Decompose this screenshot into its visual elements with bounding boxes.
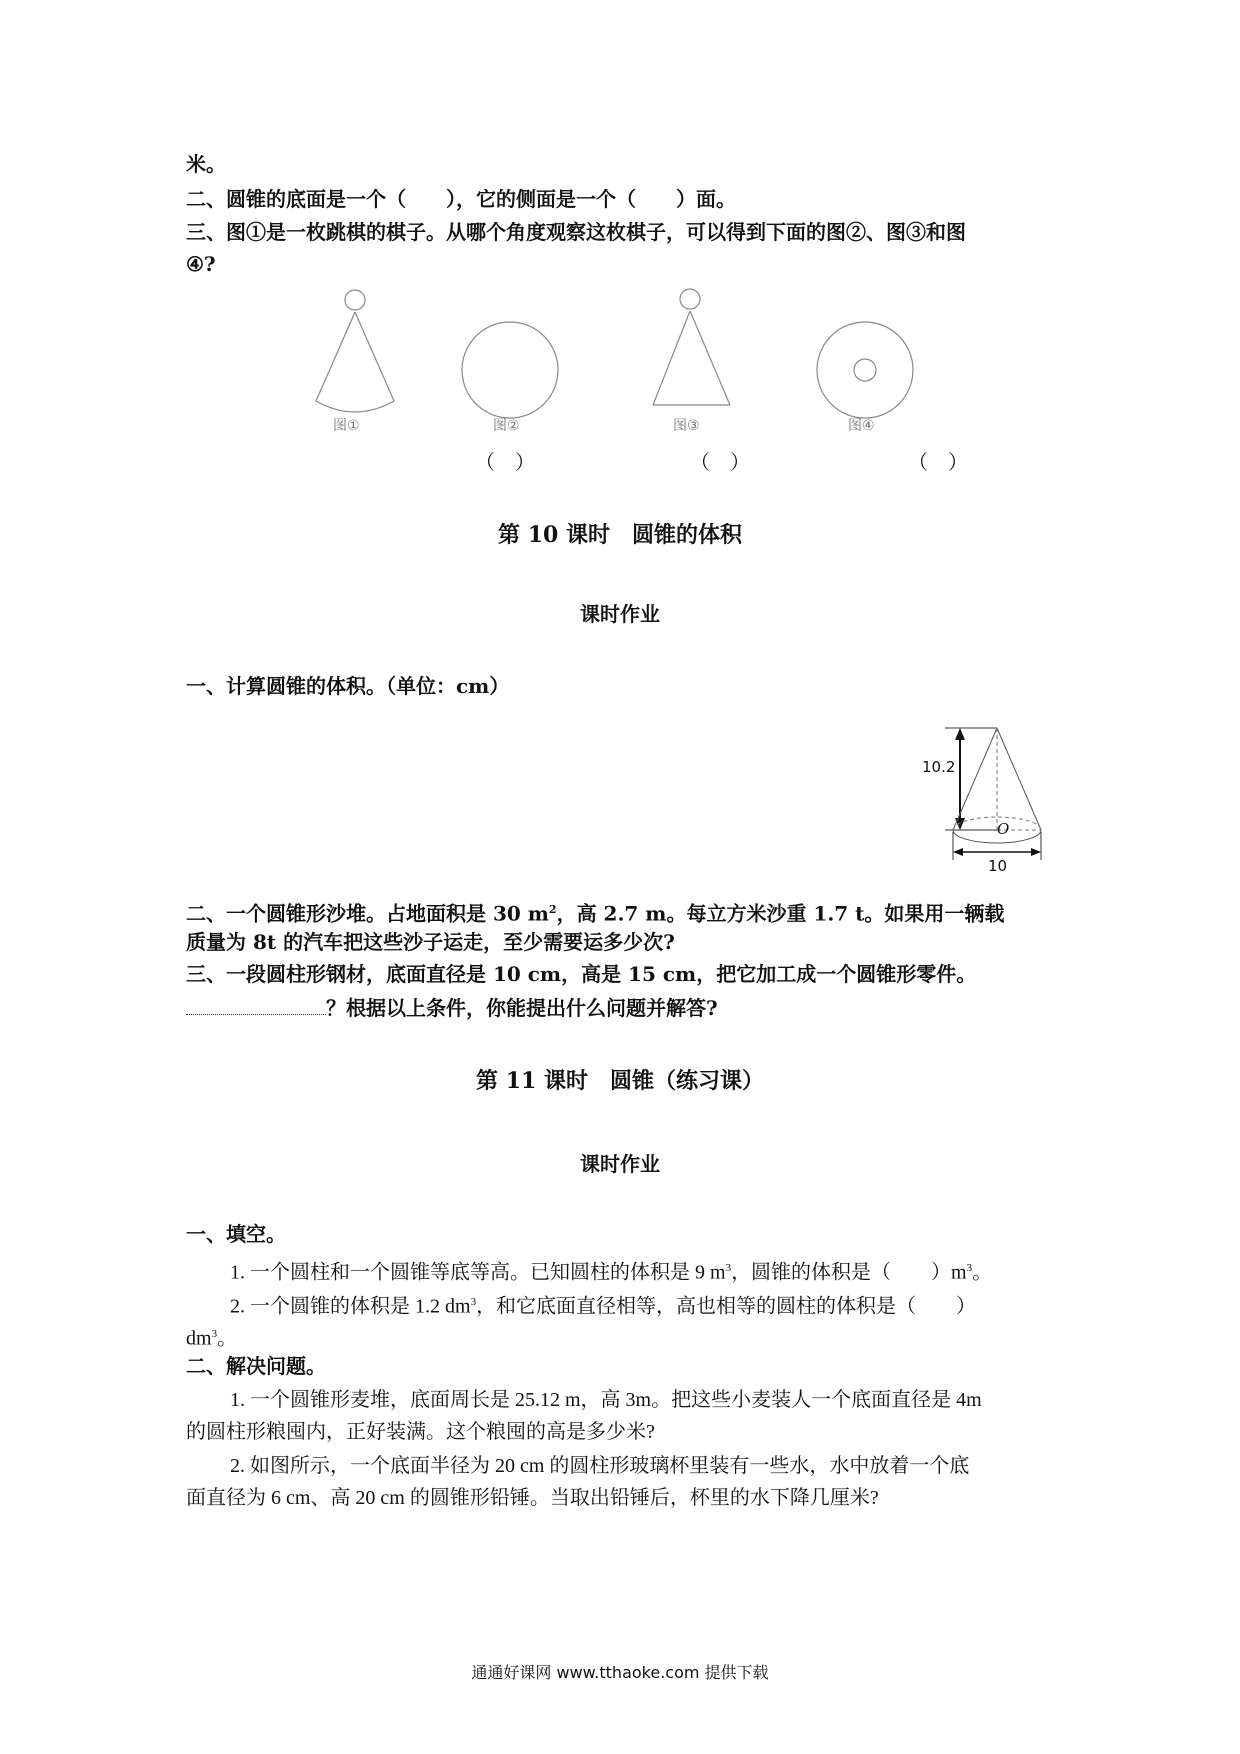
lesson-11-title: 第 11 课时 圆锥（练习课） [476,1068,764,1094]
continuation-text: 米。 [186,152,226,176]
answer-blank-line [186,1014,326,1015]
figure-4-ring-view [815,320,925,430]
fill-question-2-line1: 2. 一个圆锥的体积是 1.2 $dm^3$，和它底面直径相等，高也相等的圆柱的体积是（ ） [230,1295,977,1318]
lesson-11-subtitle: 课时作业 [580,1152,660,1176]
lesson-10-subtitle: 课时作业 [580,602,660,626]
question-2: 二、圆锥的底面是一个（ ），它的侧面是一个（ ）面。 [186,187,736,211]
lesson-10-question-2-line2: 质量为 8t 的汽车把这些沙子运走，至少需要运多少次? [186,930,675,954]
lesson-10-title: 第 10 课时 圆锥的体积 [498,522,742,548]
lesson-10-question-1: 一、计算圆锥的体积。（单位：cm） [186,674,510,698]
solve-question-1-line1: 1. 一个圆锥形麦堆，底面周长是 25.12 m，高 3m。把这些小麦装人一个底面直径是 4m [230,1389,982,1411]
figure-2-circle-view [460,320,570,430]
figure-3-caption: 图③ [673,418,700,434]
solve-question-2-line2: 面直径为 6 cm、高 20 cm 的圆锥形铅锤。当取出铅锤后，杯里的水下降几厘米? [186,1487,879,1509]
answer-blank-figure-2: （ ） [475,450,535,474]
figure-2-caption: 图② [493,418,520,434]
solve-question-2-line1: 2. 如图所示，一个底面半径为 20 cm 的圆柱形玻璃杯里装有一些水，水中放着一个底 [230,1455,970,1477]
cone-height-label: 10.2 [922,758,956,776]
figure-1-caption: 图① [333,418,360,434]
fill-question-2-line2: $dm^3$。 [186,1327,238,1350]
cone-diameter-label: 10 [988,857,1008,875]
cone-volume-diagram [915,720,1065,880]
answer-blank-figure-3: （ ） [690,450,750,474]
answer-blank-figure-4: （ ） [908,450,968,474]
solve-question-1-line2: 的圆柱形粮囤内，正好装满。这个粮囤的高是多少米? [186,1421,655,1443]
footer-credit: 通通好课网 www.tthaoke.com 提供下载 [471,1663,769,1682]
question-3-line2: ④? [186,252,216,276]
lesson-10-question-2-line1: 二、一个圆锥形沙堆。占地面积是 30 $m^2$，高 2.7 m。每立方米沙重 1.7 t。如果用一辆载 [186,901,1005,926]
figure-4-caption: 图④ [848,418,875,434]
lesson-10-question-3-line2: ？根据以上条件，你能提出什么问题并解答? [186,994,718,1022]
figure-1-chess-piece-side [300,285,420,425]
lesson-10-question-3-line1: 三、一段圆柱形钢材，底面直径是 10 cm，高是 15 cm，把它加工成一个圆锥形零件。 [186,962,977,986]
fill-question-1: 1. 一个圆柱和一个圆锥等底等高。已知圆柱的体积是 9 $m^3$，圆锥的体积是（ ）$m^3$。 [230,1261,993,1284]
lesson-11-section-2: 二、解决问题。 [186,1354,326,1378]
cone-center-label: O [997,820,1010,838]
question-3-line1: 三、图①是一枚跳棋的棋子。从哪个角度观察这枚棋子，可以得到下面的图②、图③和图 [186,220,966,244]
lesson-11-section-1: 一、填空。 [186,1222,286,1246]
figure-3-chess-piece-front [645,285,745,415]
